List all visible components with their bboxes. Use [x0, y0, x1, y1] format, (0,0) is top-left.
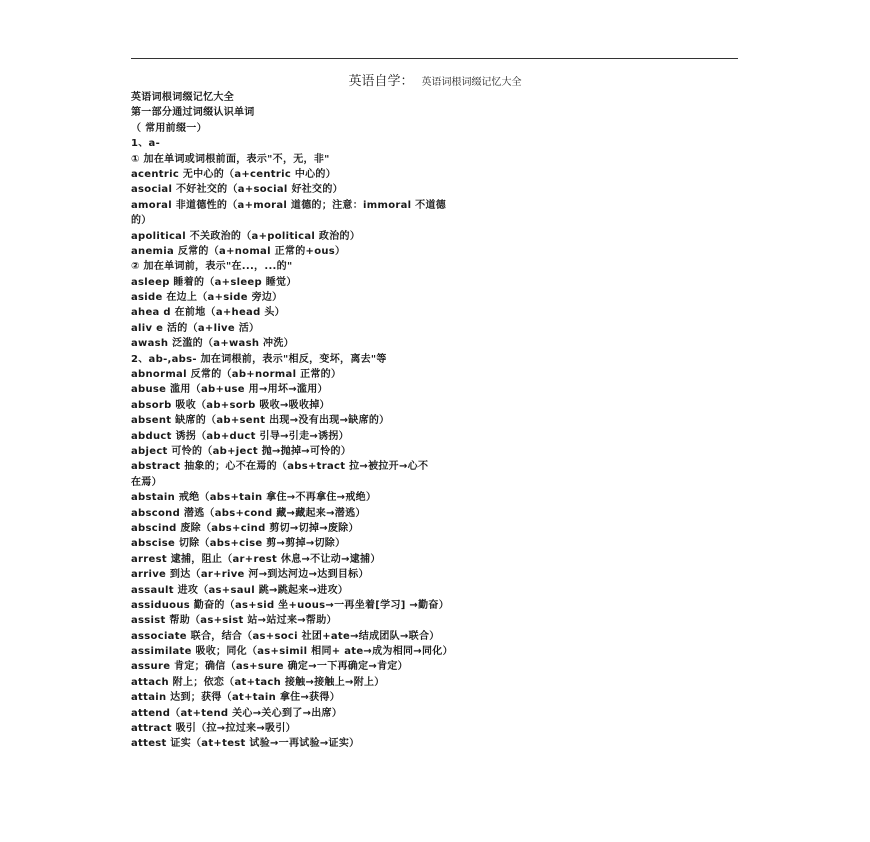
text-line: abject 可怜的（ab+ject 抛→抛掉→可怜的）	[131, 445, 352, 457]
text-line: abscond 潜逃（abs+cond 藏→藏起来→潜逃）	[131, 507, 366, 519]
text-line: asocial 不好社交的（a+social 好社交的）	[131, 184, 343, 196]
text-line: abscise 切除（abs+cise 剪→剪掉→切除）	[131, 538, 346, 550]
text-line: absent 缺席的（ab+sent 出现→没有出现→缺席的）	[131, 415, 390, 427]
text-line: assimilate 吸收；同化（as+simil 相同+ ate→成为相同→同化）	[131, 646, 453, 658]
text-line: 的）	[131, 215, 152, 227]
header-title: 英语自学：	[348, 74, 414, 89]
text-line: apolitical 不关政治的（a+political 政治的）	[131, 230, 361, 242]
text-line: ahea d 在前地（a+head 头）	[131, 307, 285, 319]
text-line: abuse 滥用（ab+use 用→用坏→滥用）	[131, 384, 328, 396]
text-line: awash 泛滥的（a+wash 冲洗）	[131, 338, 294, 350]
text-line: absorb 吸收（ab+sorb 吸收→吸收掉）	[131, 399, 330, 411]
text-line: attract 吸引（拉→拉过来→吸引）	[131, 723, 296, 735]
text-line: ② 加在单词前，表示"在...，...的"	[131, 261, 293, 273]
text-line: 2、ab-,abs- 加在词根前，表示"相反，变坏，离去"等	[131, 353, 387, 365]
text-line: assault 进攻（as+saul 跳→跳起来→进攻）	[131, 584, 349, 596]
text-line: arrest 逮捕，阻止（ar+rest 休息→不让动→逮捕）	[131, 553, 381, 565]
page-header	[0, 70, 870, 89]
document-body	[131, 90, 511, 752]
text-line: abscind 废除（abs+cind 剪切→切掉→废除）	[131, 522, 359, 534]
text-line: 在焉）	[131, 476, 162, 488]
text-line: abstract 抽象的；心不在焉的（abs+tract 拉→被拉开→心不	[131, 461, 429, 473]
text-line: abduct 诱拐（ab+duct 引导→引走→诱拐）	[131, 430, 349, 442]
text-line: associate 联合，结合（as+soci 社团+ate→结成团队→联合）	[131, 630, 440, 642]
text-line: assiduous 勤奋的（as+sid 坐+uous→一再坐着[学习] →勤奋）	[131, 599, 449, 611]
text-line: asleep 睡着的（a+sleep 睡觉）	[131, 276, 297, 288]
text-line: amoral 非道德性的（a+moral 道德的；注意：immoral 不道德	[131, 199, 447, 211]
text-line: acentric 无中心的（a+centric 中心的）	[131, 168, 337, 180]
header-rule	[131, 58, 738, 59]
text-line: attend（at+tend 关心→关心到了→出席）	[131, 707, 343, 719]
text-line: abstain 戒绝（abs+tain 拿住→不再拿住→戒绝）	[131, 492, 377, 504]
text-line: 1、a-	[131, 138, 161, 150]
text-line: aside 在边上（a+side 旁边）	[131, 292, 283, 304]
text-line: assist 帮助（as+sist 站→站过来→帮助）	[131, 615, 337, 627]
text-line: assure 肯定；确信（as+sure 确定→一下再确定→肯定）	[131, 661, 408, 673]
text-line: abnormal 反常的（ab+normal 正常的）	[131, 369, 342, 381]
text-line: arrive 到达（ar+rive 河→到达河边→达到目标）	[131, 569, 369, 581]
text-line: （ 常用前缀一）	[131, 122, 207, 134]
text-line: attach 附上；依恋（at+tach 接触→接触上→附上）	[131, 676, 385, 688]
text-line: 英语词根词缀记忆大全	[131, 92, 234, 103]
text-line: attest 证实（at+test 试验→一再试验→证实）	[131, 738, 360, 750]
text-line: aliv e 活的（a+live 活）	[131, 322, 260, 334]
text-line: anemia 反常的（a+nomal 正常的+ous）	[131, 245, 346, 257]
text-line: ① 加在单词或词根前面，表示"不，无，非"	[131, 153, 330, 165]
header-subtitle: 英语词根词缀记忆大全	[421, 77, 522, 88]
text-line: attain 达到；获得（at+tain 拿住→获得）	[131, 692, 341, 704]
text-line: 第一部分通过词缀认识单词	[131, 107, 255, 119]
